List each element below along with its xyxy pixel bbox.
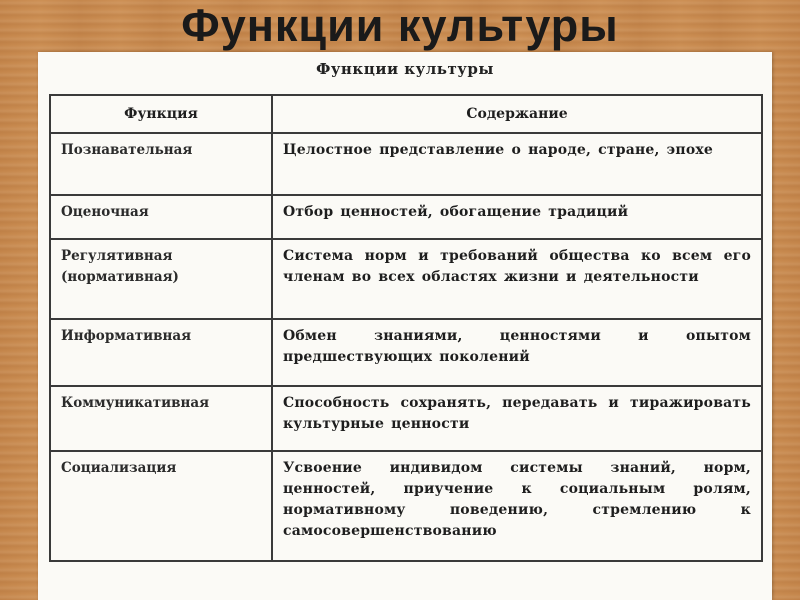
table-row <box>50 386 762 451</box>
table-caption: Функции культуры <box>316 60 494 78</box>
function-name-cell: Оценочная <box>50 195 272 239</box>
function-content-cell: Обмен знаниями, ценностями и опытом предшествующих поколений <box>272 319 762 386</box>
scanned-page <box>38 52 772 600</box>
function-name-cell: Регулятивная (нормативная) <box>50 239 272 319</box>
function-content-cell: Отбор ценностей, обогащение традиций <box>272 195 762 239</box>
table-row <box>50 239 762 319</box>
function-content-cell: Способность сохранять, передавать и тиражировать культурные ценности <box>272 386 762 451</box>
function-content-cell: Целостное представление о народе, стране, эпохе <box>272 133 762 195</box>
function-name-cell: Коммуникативная <box>50 386 272 451</box>
table-row <box>50 195 762 239</box>
culture-functions-table <box>49 94 763 562</box>
function-content-cell: Система норм и требований общества ко всем его членам во всех областях жизни и деятельности <box>272 239 762 319</box>
function-content-cell: Усвоение индивидом системы знаний, норм, ценностей, приучение к социальным ролям, нормативному поведению, стремлению к самосовершенствованию <box>272 451 762 561</box>
slide-title: Функции культуры <box>181 0 619 51</box>
function-name-cell: Социализация <box>50 451 272 561</box>
column-header-content: Содержание <box>272 95 762 133</box>
column-header-function: Функция <box>50 95 272 133</box>
table-row <box>50 133 762 195</box>
table-row <box>50 451 762 561</box>
function-name-cell: Информативная <box>50 319 272 386</box>
table-header-row <box>50 95 762 133</box>
table-row <box>50 319 762 386</box>
function-name-cell: Познавательная <box>50 133 272 195</box>
